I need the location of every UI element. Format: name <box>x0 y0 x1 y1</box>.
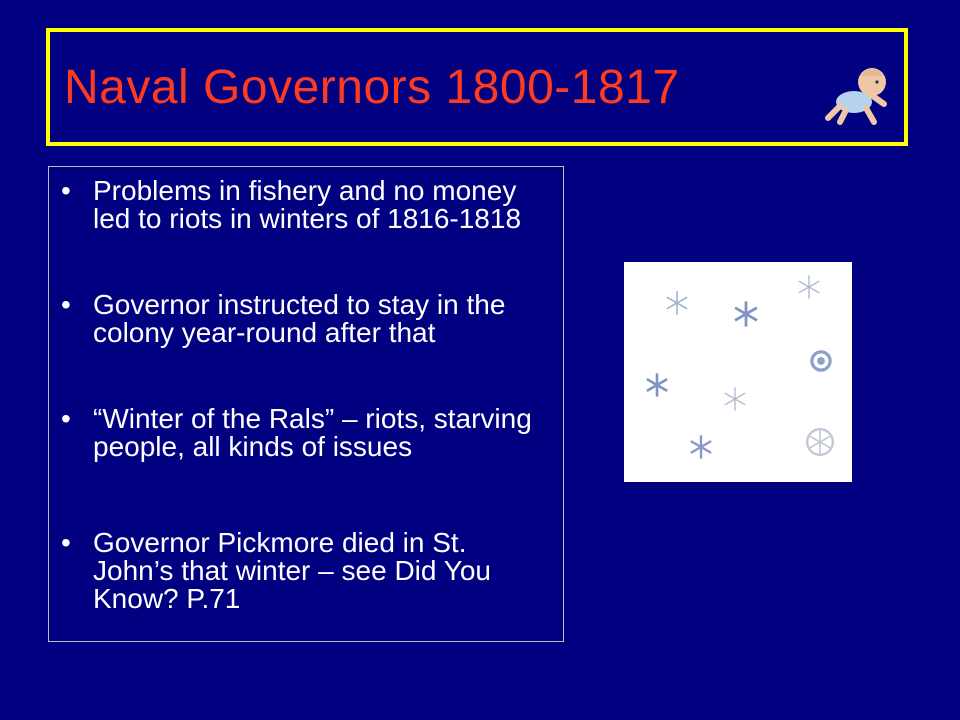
bullet-text: Problems in fishery and no money led to riots in winters of 1816-1818 <box>93 175 522 234</box>
bullet-list-box <box>48 166 564 642</box>
crawling-baby-icon <box>820 52 900 132</box>
bullet-marker: • <box>61 175 71 206</box>
snowflakes-image <box>624 262 852 482</box>
bullet-text: Governor instructed to stay in the colony year-round after that <box>93 289 506 348</box>
snowflake-icon <box>664 290 690 316</box>
bullet-marker: • <box>61 403 71 434</box>
snowflake-icon <box>722 386 748 412</box>
title-box <box>46 28 908 146</box>
snowflake-icon <box>732 300 760 328</box>
bullet-text: Governor Pickmore died in St. John’s that winter – see Did You Know? P.71 <box>93 527 491 614</box>
bullet-marker: • <box>61 527 71 558</box>
bullet-marker: • <box>61 289 71 320</box>
snowflake-icon <box>804 426 836 458</box>
snowflake-icon <box>796 274 822 300</box>
bullet-text: “Winter of the Rals” – riots, starving people, all kinds of issues <box>93 403 532 462</box>
slide-title: Naval Governors 1800-1817 <box>64 61 680 114</box>
snowflake-icon <box>644 372 670 398</box>
snowflake-icon <box>808 348 834 374</box>
snowflake-icon <box>688 434 714 460</box>
